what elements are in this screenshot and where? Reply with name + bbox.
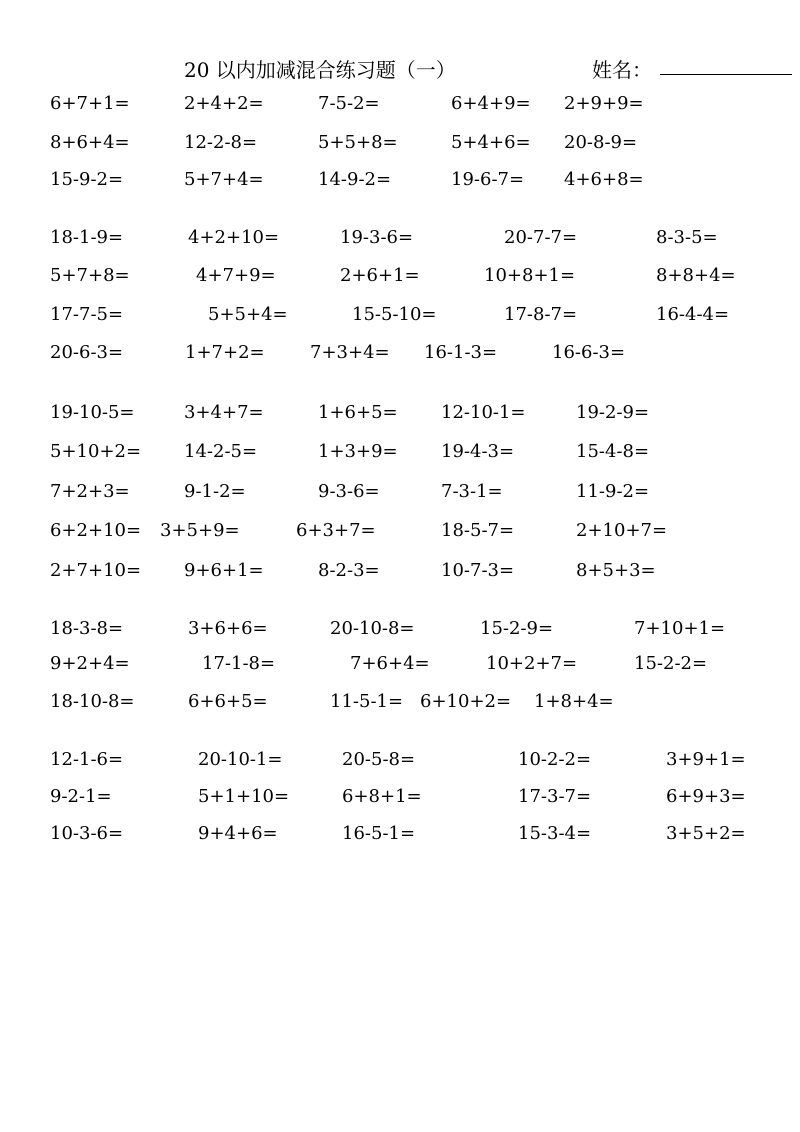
- math-problem: 7+2+3=: [50, 481, 130, 502]
- math-problem: 2+9+9=: [564, 93, 644, 114]
- math-problem: 12-1-6=: [50, 749, 124, 770]
- math-problem: 20-6-3=: [50, 342, 124, 363]
- math-problem: 7+10+1=: [634, 618, 726, 639]
- math-problem: 3+9+1=: [666, 749, 746, 770]
- name-label: 姓名：: [592, 58, 652, 82]
- math-problem: 10-3-6=: [50, 823, 124, 844]
- math-problem: 6+2+10=: [50, 520, 142, 541]
- math-problem: 14-2-5=: [184, 441, 258, 462]
- math-problem: 15-2-2=: [634, 653, 708, 674]
- page-title: 20 以内加减混合练习题（一）: [184, 58, 456, 82]
- math-problem: 11-9-2=: [576, 481, 650, 502]
- math-problem: 19-2-9=: [576, 402, 650, 423]
- math-problem: 18-3-8=: [50, 618, 124, 639]
- math-problem: 8+5+3=: [576, 560, 656, 581]
- math-problem: 6+8+1=: [342, 786, 422, 807]
- math-problem: 1+6+5=: [318, 402, 398, 423]
- math-problem: 17-1-8=: [202, 653, 276, 674]
- math-problem: 16-6-3=: [552, 342, 626, 363]
- math-problem: 15-2-9=: [480, 618, 554, 639]
- math-problem: 8+6+4=: [50, 132, 130, 153]
- math-problem: 20-8-9=: [564, 132, 638, 153]
- math-problem: 19-10-5=: [50, 402, 135, 423]
- math-problem: 12-10-1=: [441, 402, 526, 423]
- math-problem: 19-4-3=: [441, 441, 515, 462]
- math-problem: 3+6+6=: [188, 618, 268, 639]
- math-problem: 4+6+8=: [564, 169, 644, 190]
- math-problem: 4+7+9=: [196, 265, 276, 286]
- math-problem: 11-5-1=: [330, 691, 404, 712]
- math-problem: 5+7+4=: [184, 169, 264, 190]
- math-problem: 18-10-8=: [50, 691, 135, 712]
- math-problem: 6+7+1=: [50, 93, 130, 114]
- math-problem: 5+5+8=: [318, 132, 398, 153]
- math-problem: 3+5+9=: [160, 520, 240, 541]
- math-problem: 9-1-2=: [184, 481, 246, 502]
- math-problem: 19-3-6=: [340, 227, 414, 248]
- math-problem: 2+7+10=: [50, 560, 142, 581]
- math-problem: 9+6+1=: [184, 560, 264, 581]
- math-problem: 18-1-9=: [50, 227, 124, 248]
- math-problem: 20-10-8=: [330, 618, 415, 639]
- math-problem: 17-3-7=: [518, 786, 592, 807]
- math-problem: 18-5-7=: [441, 520, 515, 541]
- math-problem: 20-5-8=: [342, 749, 416, 770]
- math-problem: 17-7-5=: [50, 304, 124, 325]
- math-problem: 4+2+10=: [188, 227, 280, 248]
- math-problem: 5+1+10=: [198, 786, 290, 807]
- math-problem: 10+8+1=: [484, 265, 576, 286]
- math-problem: 15-5-10=: [352, 304, 437, 325]
- math-problem: 3+5+2=: [666, 823, 746, 844]
- math-problem: 6+6+5=: [188, 691, 268, 712]
- math-problem: 8+8+4=: [656, 265, 736, 286]
- math-problem: 6+9+3=: [666, 786, 746, 807]
- math-problem: 1+7+2=: [185, 342, 265, 363]
- math-problem: 12-2-8=: [184, 132, 258, 153]
- math-problem: 16-5-1=: [342, 823, 416, 844]
- math-problem: 10-7-3=: [441, 560, 515, 581]
- math-problem: 15-3-4=: [518, 823, 592, 844]
- math-problem: 20-10-1=: [198, 749, 283, 770]
- math-problem: 6+4+9=: [451, 93, 531, 114]
- math-problem: 10+2+7=: [486, 653, 578, 674]
- math-problem: 5+7+8=: [50, 265, 130, 286]
- math-problem: 3+4+7=: [184, 402, 264, 423]
- math-problem: 2+10+7=: [576, 520, 668, 541]
- math-problem: 14-9-2=: [318, 169, 392, 190]
- math-problem: 5+5+4=: [208, 304, 288, 325]
- math-problem: 7-3-1=: [441, 481, 503, 502]
- math-problem: 2+4+2=: [184, 93, 264, 114]
- math-problem: 1+8+4=: [534, 691, 614, 712]
- math-problem: 7+6+4=: [350, 653, 430, 674]
- math-problem: 1+3+9=: [318, 441, 398, 462]
- math-problem: 9-3-6=: [318, 481, 380, 502]
- math-problem: 9+2+4=: [50, 653, 130, 674]
- math-problem: 5+10+2=: [50, 441, 142, 462]
- math-problem: 5+4+6=: [451, 132, 531, 153]
- math-problem: 19-6-7=: [451, 169, 525, 190]
- math-problem: 6+10+2=: [420, 691, 512, 712]
- math-problem: 6+3+7=: [296, 520, 376, 541]
- math-problem: 7+3+4=: [310, 342, 390, 363]
- math-problem: 16-1-3=: [424, 342, 498, 363]
- math-problem: 15-4-8=: [576, 441, 650, 462]
- math-problem: 8-2-3=: [318, 560, 380, 581]
- math-problem: 9+4+6=: [198, 823, 278, 844]
- math-problem: 16-4-4=: [656, 304, 730, 325]
- math-problem: 15-9-2=: [50, 169, 124, 190]
- math-problem: 17-8-7=: [504, 304, 578, 325]
- math-problem: 7-5-2=: [318, 93, 380, 114]
- math-problem: 10-2-2=: [518, 749, 592, 770]
- math-problem: 2+6+1=: [340, 265, 420, 286]
- math-problem: 8-3-5=: [656, 227, 718, 248]
- math-problem: 20-7-7=: [504, 227, 578, 248]
- math-problem: 9-2-1=: [50, 786, 112, 807]
- name-blank-line[interactable]: [660, 74, 792, 75]
